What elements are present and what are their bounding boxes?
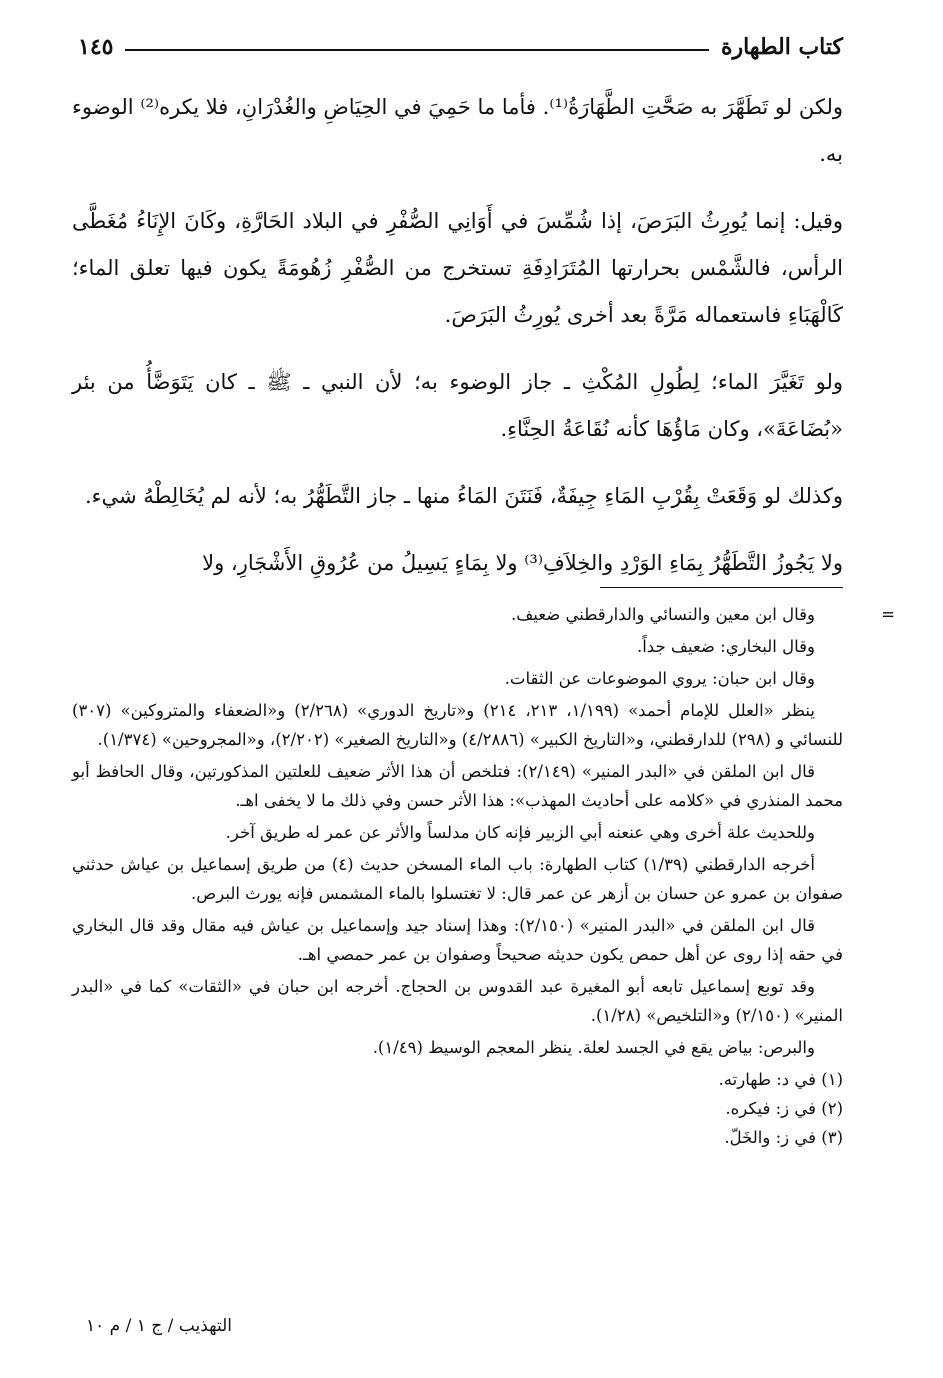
note-paragraph: ينظر «العلل للإمام أحمد» (١/١٩٩، ٢١٣، ٢١٤) و«تاريخ الدوري» (٢/٢٦٨) و«الضعفاء والمتروكين» (٣٠٧) للنسائي و (٢٩٨) للدارقطني، و«التاريخ الكبير» (٤/٢٨٨٦) و«التاريخ الصغير» (٢/٢٠٢)، و«المجروحين» (١/٣٧٤). — [72, 701, 843, 749]
note-paragraph: وقال البخاري: ضعيف جداً. — [636, 637, 815, 656]
footnote-separator — [600, 587, 843, 588]
note-paragraph: وقال ابن حبان: يروي الموضوعات عن الثقات. — [504, 669, 815, 688]
main-text — [72, 84, 843, 607]
continuation-mark: = — [881, 605, 895, 624]
page-number: ١٤٥ — [78, 34, 114, 60]
note-paragraph — [72, 600, 895, 629]
note-paragraph: وللحديث علة أخرى وهي عنعنه أبي الزبير فإنه كان مدلساً والأثر عن عمر له طريق آخر. — [225, 823, 815, 842]
note-text: وقال ابن معين والنسائي والدارقطني ضعيف. — [510, 605, 815, 624]
note-paragraph: قال ابن الملقن في «البدر المنير» (٢/١٤٩): فتلخص أن هذا الأثر ضعيف للعلتين المذكورتين، وقال الحافظ أبو محمد المنذري في «كلامه على أحاديث المهذب»: هذا الأثر حسن وفي ذلك ما لا يخفى اهـ. — [72, 762, 843, 810]
body-paragraph-4: وكذلك لو وَقَعَتْ بِقُرْبِ المَاءِ جِيفَةٌ، فَنَتَنَ المَاءُ منها ـ جاز التَّطَهُّرُ به؛ لأنه لم يُخَالِطْهُ شيء. — [85, 484, 843, 508]
footnote-2: (٢) في ز: فيكره. — [725, 1099, 843, 1118]
printer-signature: التهذيب / ج ١ / م ١٠ — [86, 1316, 233, 1336]
body-paragraph-2: وقيل: إنما يُورِثُ البَرَصَ، إذا شُمِّسَ في أَوَانِي الصُّفْرِ في البلاد الحَارَّةِ، وكَانَ الإِنَاءُ مُغَطَّى الرأس، فالشَّمْس بحرارتها المُتَرَادِفَةِ تستخرج من الصُّفْرِ زُهُومَةً يكون فيها تعلق الماء؛ كَالْهَبَاءِ فاستعماله مَرَّةً بعد أخرى يُورِثُ البَرَصَ. — [72, 209, 843, 327]
footnote-1: (١) في د: طهارته. — [718, 1070, 843, 1089]
note-paragraph: أخرجه الدارقطني (١/٣٩) كتاب الطهارة: باب الماء المسخن حديث (٤) من طريق إسماعيل بن عياش حدثني صفوان بن عمرو عن حسان بن أزهر عن عمر قال: لا تغتسلوا بالماء المشمس فإنه يورث البرص. — [72, 855, 843, 903]
body-paragraph-1: ولكن لو تَطَهَّرَ به صَحَّتِ الطَّهَارَةُ⁽¹⁾. فأما ما حَمِيَ في الحِيَاضِ والغُدْرَانِ، فلا يكره⁽²⁾ الوضوء به. — [72, 95, 843, 166]
running-header — [78, 34, 843, 60]
body-paragraph-3: ولو تَغَيَّرَ الماء؛ لِطُولِ المُكْثِ ـ جاز الوضوء به؛ لأن النبي ـ ﷺ ـ كان يَتَوَضَّأُ من بئر «بُضَاعَةَ»، وكان مَاؤُهَا كأنه نُقَاعَةُ الحِنَّاءِ. — [72, 370, 843, 441]
header-rule — [125, 49, 709, 51]
footnotes-section — [72, 600, 895, 1152]
footnote-3: (٣) في ز: والخَلّ. — [724, 1128, 843, 1147]
chapter-title: كتاب الطهارة — [720, 34, 843, 60]
body-paragraph-5: ولا يَجُوزُ التَّطَهُّرُ بِمَاءِ الوَرْدِ والخِلاَفِ⁽³⁾ ولا بِمَاءٍ يَسِيلُ من عُرُوقِ الأَشْجَارِ، ولا — [202, 551, 843, 575]
note-paragraph: والبرص: بياض يقع في الجسد لعلة. ينظر المعجم الوسيط (١/٤٩). — [372, 1038, 815, 1057]
note-paragraph: قال ابن الملقن في «البدر المنير» (٢/١٥٠): وهذا إسناد جيد وإسماعيل بن عياش فيه مقال وقد قال البخاري في حقه إذا روى عن أهل حمص يكون حديثه صحيحاً وصفوان بن عمر حمصي اهـ. — [72, 916, 843, 964]
note-paragraph: وقد توبع إسماعيل تابعه أبو المغيرة عبد القدوس بن الحجاج. أخرجه ابن حبان في «الثقات» كما في «البدر المنير» (٢/١٥٠) و«التلخيص» (١/٢٨). — [72, 977, 843, 1025]
